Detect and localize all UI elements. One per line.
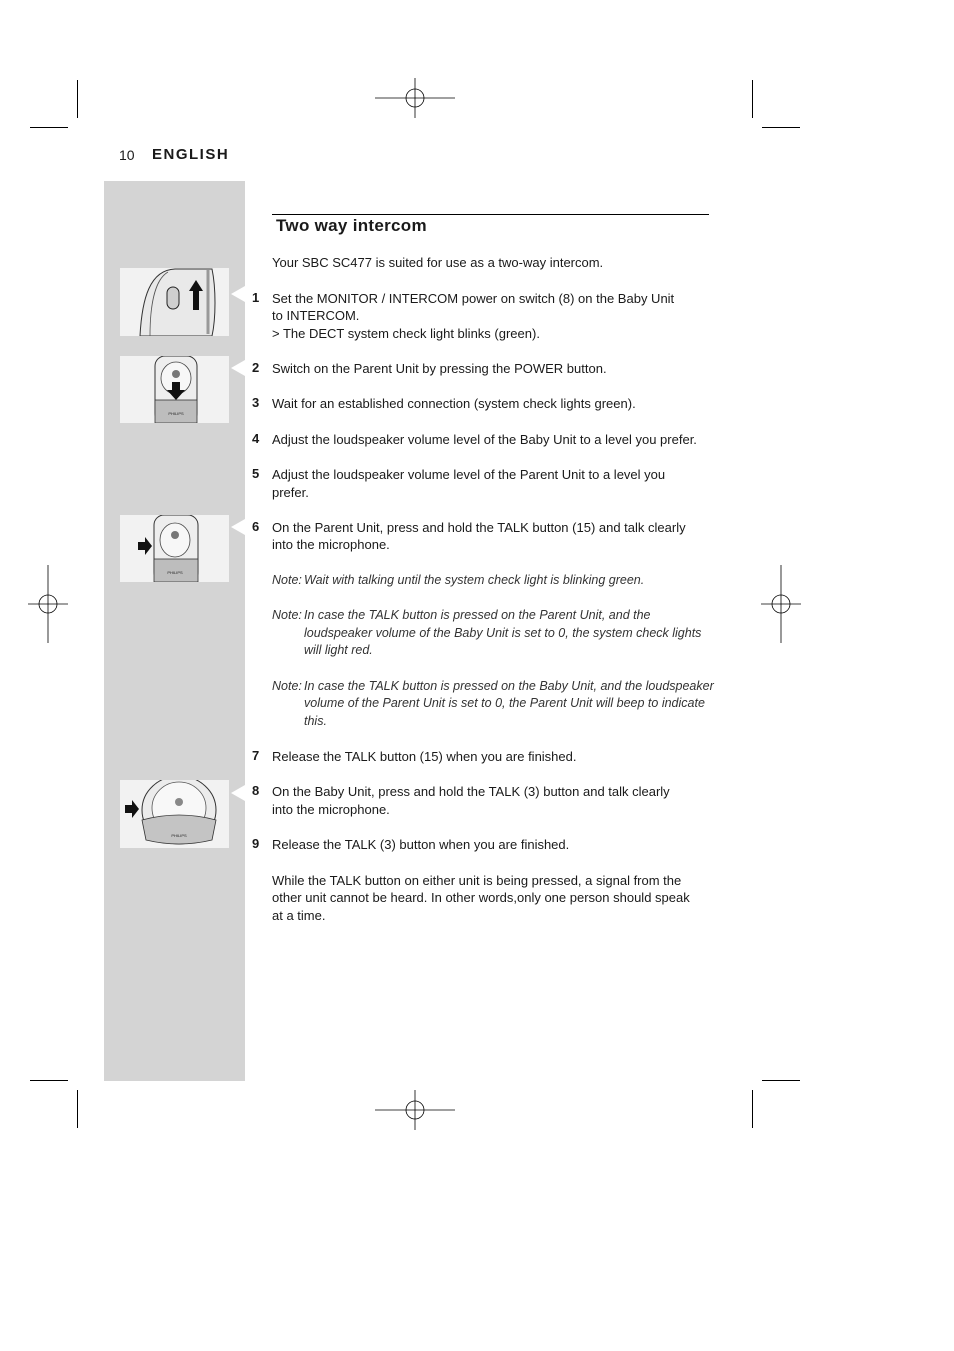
- registration-mark: [28, 565, 68, 643]
- illustration-pointer: [231, 785, 245, 801]
- baby-unit-front-drawing: [120, 780, 229, 848]
- step-text: Adjust the loudspeaker volume level of the Parent Unit to a level you: [272, 467, 666, 482]
- crop-mark: [762, 127, 800, 128]
- baby-unit-side-drawing: [120, 268, 229, 336]
- step-number: 6: [252, 519, 260, 534]
- step-result: > The DECT system check light blinks (green).: [272, 326, 540, 341]
- baby-unit-talk-illustration: [120, 780, 229, 848]
- step-number: 3: [252, 395, 260, 410]
- registration-mark: [375, 78, 455, 118]
- closing-text: at a time.: [272, 908, 326, 923]
- step-text: Switch on the Parent Unit by pressing the POWER button.: [272, 361, 607, 376]
- crop-mark: [30, 127, 68, 128]
- step-number: 2: [252, 360, 260, 375]
- step-number: 5: [252, 466, 260, 481]
- illustration-pointer: [231, 519, 245, 535]
- crop-mark: [30, 1080, 68, 1081]
- note-text: In case the TALK button is pressed on the Parent Unit, and the: [304, 608, 651, 622]
- crop-mark: [762, 1080, 800, 1081]
- note-text: will light red.: [304, 643, 373, 657]
- step-text: into the microphone.: [272, 537, 390, 552]
- crop-mark: [77, 80, 78, 118]
- page-number: 10: [119, 147, 135, 163]
- step-text: On the Baby Unit, press and hold the TALK (3) button and talk clearly: [272, 784, 670, 799]
- step-text: Release the TALK button (15) when you are finished.: [272, 749, 577, 764]
- device-brand-label: PHILIPS: [168, 411, 184, 416]
- note-label: Note:: [272, 573, 302, 587]
- parent-unit-front-drawing: [120, 356, 229, 423]
- step-text: Adjust the loudspeaker volume level of the Baby Unit to a level you prefer.: [272, 432, 697, 447]
- note-text: this.: [304, 714, 327, 728]
- crop-mark: [77, 1090, 78, 1128]
- device-brand-label: PHILIPS: [171, 833, 187, 838]
- parent-unit-power-illustration: [120, 356, 229, 423]
- parent-unit-talk-illustration: [120, 515, 229, 582]
- intro-text: Your SBC SC477 is suited for use as a two-way intercom.: [272, 255, 604, 270]
- title-rule: [272, 214, 709, 215]
- note-text: volume of the Parent Unit is set to 0, the Parent Unit will beep to indicate: [304, 696, 705, 710]
- note-label: Note:: [272, 679, 302, 693]
- registration-mark: [761, 565, 801, 643]
- step-text: prefer.: [272, 485, 309, 500]
- note-text: In case the TALK button is pressed on the Baby Unit, and the loudspeaker: [304, 679, 714, 693]
- parent-unit-side-drawing: [120, 515, 229, 582]
- step-text: into the microphone.: [272, 802, 390, 817]
- step-number: 7: [252, 748, 260, 763]
- step-text: Set the MONITOR / INTERCOM power on switch (8) on the Baby Unit: [272, 291, 675, 306]
- step-text: Wait for an established connection (system check lights green).: [272, 396, 636, 411]
- registration-mark: [375, 1090, 455, 1130]
- crop-mark: [752, 80, 753, 118]
- illustration-pointer: [231, 286, 245, 302]
- closing-text: other unit cannot be heard. In other words,only one person should speak: [272, 890, 690, 905]
- step-text: On the Parent Unit, press and hold the TALK button (15) and talk clearly: [272, 520, 686, 535]
- illustration-pointer: [231, 360, 245, 376]
- step-text: to INTERCOM.: [272, 308, 360, 323]
- step-number: 4: [252, 431, 260, 446]
- crop-mark: [752, 1090, 753, 1128]
- language-heading: ENGLISH: [152, 146, 230, 163]
- note-label: Note:: [272, 608, 302, 622]
- step-number: 8: [252, 783, 260, 798]
- step-number: 9: [252, 836, 260, 851]
- note-text: Wait with talking until the system check light is blinking green.: [304, 573, 645, 587]
- section-title: Two way intercom: [276, 216, 427, 235]
- step-number: 1: [252, 290, 260, 305]
- step-text: Release the TALK (3) button when you are finished.: [272, 837, 570, 852]
- device-brand-label: PHILIPS: [167, 570, 183, 575]
- baby-unit-switch-illustration: [120, 268, 229, 336]
- closing-text: While the TALK button on either unit is being pressed, a signal from the: [272, 873, 682, 888]
- note-text: loudspeaker volume of the Baby Unit is set to 0, the system check lights: [304, 626, 702, 640]
